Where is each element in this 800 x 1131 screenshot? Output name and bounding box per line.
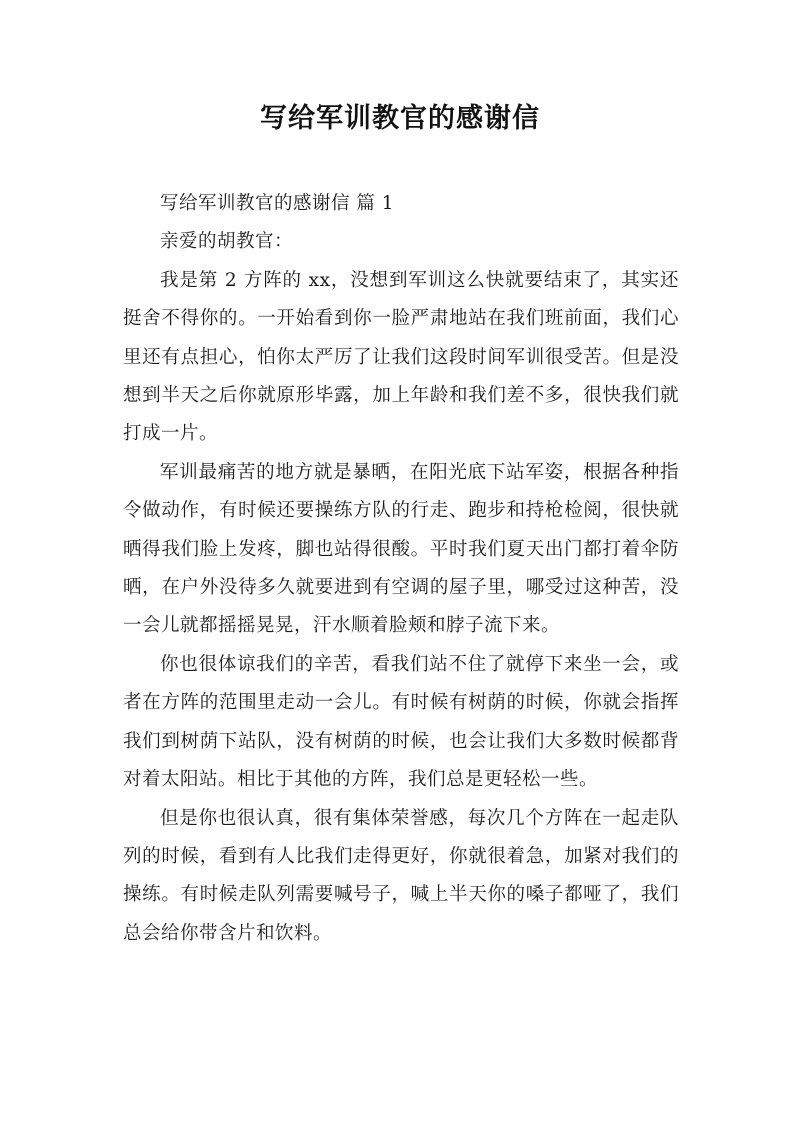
document-body [123,185,679,953]
paragraph: 我是第 2 方阵的 xx，没想到军训这么快就要结束了，其实还挺舍不得你的。一开始看到你一脸严肃地站在我们班前面，我们心里还有点担心，怕你太严厉了让我们这段时间军训很受苦。但是没想到半天之后你就原形毕露，加上年龄和我们差不多，很快我们就打成一片。 [123,269,679,445]
paragraph: 军训最痛苦的地方就是暴晒，在阳光底下站军姿，根据各种指令做动作，有时候还要操练方队的行走、跑步和持枪检阅，很快就晒得我们脸上发疼，脚也站得很酸。平时我们夏天出门都打着伞防晒，在户外没待多久就要进到有空调的屋子里，哪受过这种苦，没一会儿就都摇摇晃晃，汗水顺着脸颊和脖子流下来。 [123,461,679,637]
paragraph: 但是你也很认真，很有集体荣誉感，每次几个方阵在一起走队列的时候，看到有人比我们走得更好，你就很着急，加紧对我们的操练。有时候走队列需要喊号子，喊上半天你的嗓子都哑了，我们总会给你带含片和饮料。 [123,807,679,944]
paragraph: 你也很体谅我们的辛苦，看我们站不住了就停下来坐一会，或者在方阵的范围里走动一会儿。有时候有树荫的时候，你就会指挥我们到树荫下站队，没有树荫的时候，也会让我们大多数时候都背对着太阳站。相比于其他的方阵，我们总是更轻松一些。 [123,653,679,791]
salutation: 亲爱的胡教官： [160,231,294,253]
subheading: 写给军训教官的感谢信 篇 1 [160,193,395,214]
document-title: 写给军训教官的感谢信 [260,103,540,134]
